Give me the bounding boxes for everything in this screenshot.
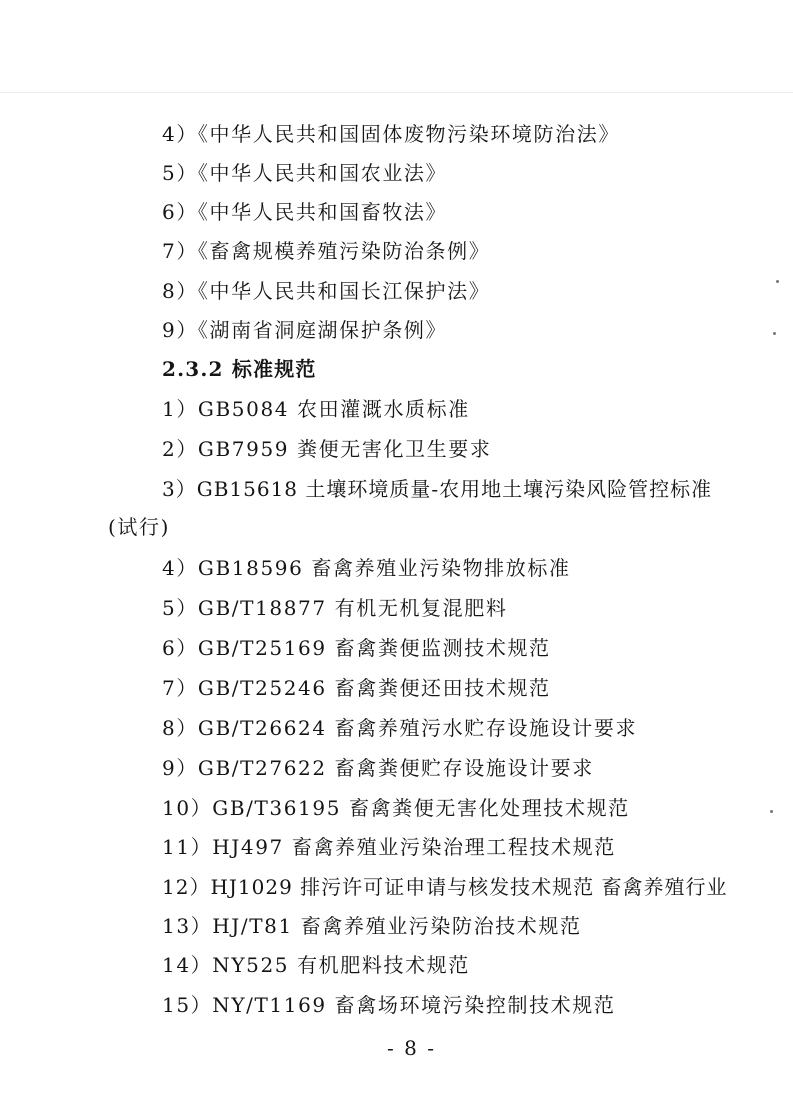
standard-item-3: 3）GB15618 土壤环境质量-农用地土壤污染风险管控标准 [162,477,713,501]
standard-item-7: 7）GB/T25246 畜禽粪便还田技术规范 [162,676,551,700]
scan-edge-line [0,92,793,93]
standard-item-3-continuation: (试行) [108,515,171,539]
standard-item-11: 11）HJ497 畜禽养殖业污染治理工程技术规范 [162,835,616,859]
standard-item-4: 4）GB18596 畜禽养殖业污染物排放标准 [162,556,571,580]
law-item-5: 5）《中华人民共和国农业法》 [162,161,448,185]
law-item-8: 8）《中华人民共和国长江保护法》 [162,279,491,303]
standard-item-15: 15）NY/T1169 畜禽场环境污染控制技术规范 [162,993,616,1017]
standard-item-5: 5）GB/T18877 有机无机复混肥料 [162,596,508,620]
standard-item-8: 8）GB/T26624 畜禽养殖污水贮存设施设计要求 [162,716,638,740]
law-item-6: 6）《中华人民共和国畜牧法》 [162,200,448,224]
law-item-9: 9）《湖南省洞庭湖保护条例》 [162,318,448,342]
standard-item-13: 13）HJ/T81 畜禽养殖业污染防治技术规范 [162,914,582,938]
standard-item-10: 10）GB/T36195 畜禽粪便无害化处理技术规范 [162,796,630,820]
section-heading: 2.3.2 标准规范 [162,357,317,381]
scan-speck [773,332,776,335]
law-item-4: 4）《中华人民共和国固体废物污染环境防治法》 [162,122,620,146]
law-item-7: 7）《畜禽规模养殖污染防治条例》 [162,239,491,263]
scan-speck [776,280,779,283]
scan-speck [770,810,773,813]
page-number: - 8 - [387,1036,436,1060]
standard-item-12: 12）HJ1029 排污许可证申请与核发技术规范 畜禽养殖行业 [162,875,728,899]
standard-item-9: 9）GB/T27622 畜禽粪便贮存设施设计要求 [162,756,594,780]
standard-item-1: 1）GB5084 农田灌溉水质标准 [162,397,470,421]
standard-item-2: 2）GB7959 粪便无害化卫生要求 [162,437,492,461]
standard-item-14: 14）NY525 有机肥料技术规范 [162,953,470,977]
standard-item-6: 6）GB/T25169 畜禽粪便监测技术规范 [162,636,551,660]
